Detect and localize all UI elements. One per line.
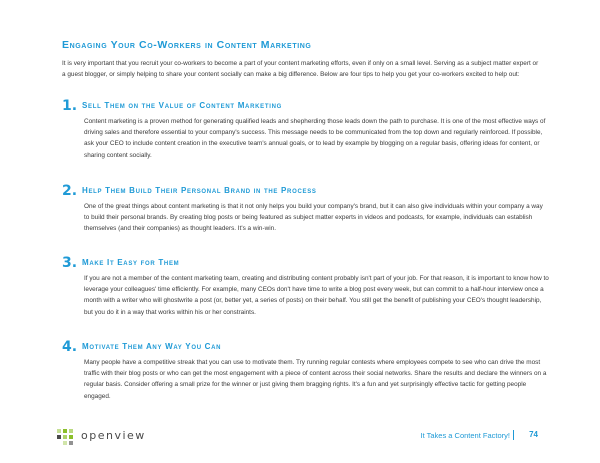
logo-square-icon xyxy=(57,435,61,439)
section-heading: Help Them Build Their Personal Brand in the Process xyxy=(82,186,317,195)
section-body: Content marketing is a proven method for generating qualified leads and shepherding those leads down the path to purchase. It is one of the most effective ways of driving sales and therefore essential to your company's success. This message needs to be communicated from the top down and regularly reinforced. If possible, ask your CEO to include content creation in the executive team's annual goals, or to lead by example by blogging on a regular basis, offering ideas for content, or sharing content socially. xyxy=(84,118,546,159)
section-number: 2. xyxy=(62,183,78,199)
logo-square-icon xyxy=(63,429,67,433)
logo-square-icon xyxy=(63,441,67,445)
page-number: 74 xyxy=(529,430,538,439)
section-number: 4. xyxy=(62,339,78,355)
section-number: 3. xyxy=(62,255,78,271)
section-body: If you are not a member of the content marketing team, creating and distributing content probably isn't part of your job. For that reason, it is important to know how to leverage your colleagues' time efficiently. For example, many CEOs don't have time to write a blog post every week, but can commit to a half-hour interview once a month with a writer who will ghostwrite a post (or, better yet, a series of posts) on their behalf. You still get the benefit of publishing your CEO's thought leadership, but you do it in a way that works within his or her constraints. xyxy=(84,275,549,316)
section-heading: Make It Easy for Them xyxy=(82,258,180,267)
page-title: Engaging Your Co-Workers in Content Marketing xyxy=(62,39,312,51)
logo-square-icon xyxy=(69,435,73,439)
section-body: One of the great things about content marketing is that it not only helps you build your company's brand, but it can also give individuals within your company a way to build their personal brands. By creating blog posts or being featured as subject matter experts in videos and podcasts, for example, individuals can establish themselves (and their companies) as thought leaders. It's a win-win. xyxy=(84,203,543,233)
footer-tagline: It Takes a Content Factory! xyxy=(420,431,510,440)
openview-logo xyxy=(57,427,177,449)
section-heading: Motivate Them Any Way You Can xyxy=(82,342,222,351)
logo-square-icon xyxy=(69,429,73,433)
logo-square-icon xyxy=(57,429,61,433)
section-number: 1. xyxy=(62,98,78,114)
intro-paragraph: It is very important that you recruit your co-workers to become a part of your content marketing efforts, even if only on a small level. Serving as a subject matter expert or a guest blogger, or simply helping to share your content socially can make a big difference. Below are four tips to help you get your co-workers excited to help out: xyxy=(62,60,539,79)
footer-separator xyxy=(513,430,514,440)
logo-text: openview xyxy=(81,429,146,442)
page-footer xyxy=(0,415,600,463)
section-heading: Sell Them on the Value of Content Marketing xyxy=(82,101,282,110)
logo-square-icon xyxy=(69,441,73,445)
section-body: Many people have a competitive streak that you can use to motivate them. Try running regular contests where employees compete to see who can drive the most traffic with their blog posts or who can get the most engagement with a piece of content across their social networks. Share the results and declare the winners on a regular basis. Consider offering a small prize for the winner or just giving them bragging rights. It's a fun and yet surprisingly effective tactic for getting people engaged. xyxy=(84,359,547,400)
logo-square-icon xyxy=(63,435,67,439)
